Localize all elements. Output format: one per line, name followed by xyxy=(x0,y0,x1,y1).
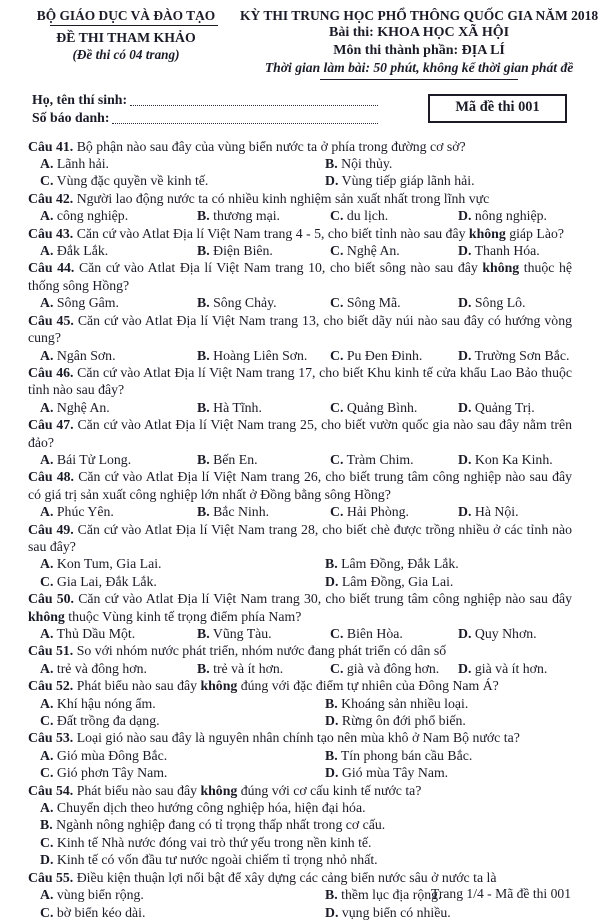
option-letter: C. xyxy=(330,243,344,259)
option-letter: C. xyxy=(330,208,344,224)
question-text xyxy=(28,782,572,799)
question-number: Câu 47. xyxy=(28,417,74,433)
option: A. Sông Gâm. xyxy=(40,295,119,311)
option-letter: A. xyxy=(40,747,54,763)
option: D. Thanh Hóa. xyxy=(458,243,540,259)
option-letter: B. xyxy=(197,660,210,676)
question-segment: Căn cứ vào Atlat Địa lí Việt Nam trang 13, cho biết dãy núi nào sau đây có hướng vòng cung? xyxy=(28,312,573,346)
options xyxy=(28,242,572,259)
options xyxy=(28,695,572,730)
question-segment: thuộc Vùng kinh tế trọng điểm phía Nam? xyxy=(64,608,302,624)
option-letter: B. xyxy=(197,504,210,520)
option-letter: B. xyxy=(197,243,210,259)
pages-note: (Đề thi có 04 trang) xyxy=(72,46,180,62)
option: B. Sông Chảy. xyxy=(197,295,277,311)
question-number: Câu 44. xyxy=(28,260,75,276)
question-text xyxy=(28,190,572,207)
option: D. vụng biển có nhiều. xyxy=(325,904,451,920)
question-segment: Căn cứ vào Atlat Địa lí Việt Nam trang 17, cho biết Khu kinh tế cửa khẩu Lao Bảo thuộc tỉnh nào sau đây? xyxy=(28,364,573,398)
option-letter: A. xyxy=(40,504,54,520)
option: A. Thủ Dầu Một. xyxy=(40,626,136,641)
option-letter: C. xyxy=(330,660,344,676)
option: C. Hải Phòng. xyxy=(330,504,409,520)
option-letter: C. xyxy=(330,347,344,363)
student-id-field xyxy=(32,109,378,127)
option: B. Bắc Ninh. xyxy=(197,504,270,520)
option: B. Lâm Đồng, Đắk Lắk. xyxy=(325,556,459,572)
option: A. Gió mùa Đông Bắc. xyxy=(40,747,168,763)
question-segment: đúng với đặc điểm tự nhiên của Đông Nam Á? xyxy=(237,678,499,694)
question xyxy=(28,138,572,190)
question-text xyxy=(28,225,572,242)
option: C. Kinh tế Nhà nước đóng vai trò thứ yếu trong nền kinh tế. xyxy=(40,834,372,850)
option-letter: A. xyxy=(40,399,54,415)
question xyxy=(28,364,572,416)
question-emphasis: không xyxy=(28,608,65,624)
option-letter: A. xyxy=(40,156,54,172)
option: C. Tràm Chim. xyxy=(330,451,414,467)
options xyxy=(28,799,572,869)
option-letter: B. xyxy=(325,156,338,172)
option: C. du lịch. xyxy=(330,208,389,224)
option-letter: D. xyxy=(325,904,339,920)
option: A. công nghiệp. xyxy=(40,208,129,224)
question-text xyxy=(28,138,572,155)
question-segment: giáp Lào? xyxy=(505,225,564,241)
option: A. Đắk Lắk. xyxy=(40,243,109,259)
question-text xyxy=(28,468,572,503)
question-number: Câu 54. xyxy=(28,782,74,798)
option: B. Ngành nông nghiệp đang có tỉ trọng thấp nhất trong cơ cấu. xyxy=(40,817,386,833)
option: A. Kon Tum, Gia Lai. xyxy=(40,556,162,572)
question xyxy=(28,677,572,729)
question-number: Câu 42. xyxy=(28,190,74,206)
option: A. Ngân Sơn. xyxy=(40,347,116,363)
question xyxy=(28,225,572,260)
option: D. Vùng tiếp giáp lãnh hải. xyxy=(325,173,475,189)
question-segment: Điều kiện thuận lợi nổi bật để xây dựng các cảng biển nước sâu ở nước ta là xyxy=(76,869,497,885)
option-letter: A. xyxy=(40,451,54,467)
option-letter: A. xyxy=(40,887,54,903)
options xyxy=(28,399,572,416)
option: A. Chuyển dịch theo hướng công nghiệp hóa, hiện đại hóa. xyxy=(40,800,366,816)
ministry-underline xyxy=(50,25,218,26)
options xyxy=(28,503,572,520)
option: B. Vũng Tàu. xyxy=(197,626,272,641)
option-letter: D. xyxy=(40,852,54,868)
option: D. Sông Lô. xyxy=(458,295,526,311)
option-letter: B. xyxy=(197,626,210,641)
question-emphasis: không xyxy=(468,225,506,241)
question-segment: Căn cứ vào Atlat Địa lí Việt Nam trang 10, cho biết sông nào sau đây xyxy=(78,260,483,276)
exam-duration: Thời gian làm bài: 50 phút, không kể thời gian phát đề xyxy=(264,60,574,76)
question-segment: thuộc hệ thống sông Hồng? xyxy=(28,260,573,293)
option-letter: C. xyxy=(330,451,344,467)
option-letter: B. xyxy=(197,208,210,224)
option-letter: A. xyxy=(40,556,54,572)
option: C. Vùng đặc quyền về kinh tế. xyxy=(40,173,209,189)
options xyxy=(28,660,572,677)
option: C. già và đông hơn. xyxy=(330,660,440,676)
options xyxy=(28,207,572,224)
question-segment: Căn cứ vào Atlat Địa lí Việt Nam trang 25, cho biết vườn quốc gia nào sau đây nằm trên đảo? xyxy=(28,417,572,450)
option-letter: C. xyxy=(40,713,54,729)
exam-code: Mã đề thi 001 xyxy=(455,99,540,116)
option: D. Lâm Đồng, Gia Lai. xyxy=(325,573,454,589)
option-letter: C. xyxy=(330,295,344,311)
options xyxy=(28,555,572,590)
option-letter: D. xyxy=(458,504,472,520)
question-number: Câu 53. xyxy=(28,730,74,746)
questions-list xyxy=(0,127,600,921)
option-letter: C. xyxy=(40,904,54,920)
option: D. Trường Sơn Bắc. xyxy=(458,347,570,363)
option: B. Hà Tĩnh. xyxy=(197,399,262,415)
header-left-block xyxy=(12,7,240,80)
option: B. thềm lục địa rộng. xyxy=(325,887,442,903)
options xyxy=(28,294,572,311)
option-letter: A. xyxy=(40,295,54,311)
question-segment: đúng với cơ cấu kinh tế nước ta? xyxy=(237,782,422,798)
exam-code-box xyxy=(428,94,567,123)
question xyxy=(28,782,572,869)
exam-subject: Môn thi thành phần: ĐỊA LÍ xyxy=(333,42,505,58)
option-letter: B. xyxy=(40,817,53,833)
exam-header xyxy=(0,0,600,80)
option: C. Nghệ An. xyxy=(330,243,400,259)
option-letter: A. xyxy=(40,660,54,676)
option: B. Điện Biên. xyxy=(197,243,273,259)
option-letter: C. xyxy=(40,834,54,850)
question-text xyxy=(28,521,572,556)
option-letter: D. xyxy=(458,451,472,467)
options xyxy=(28,155,572,190)
question-text xyxy=(28,364,572,399)
question-segment: Phát biểu nào sau đây xyxy=(76,678,201,694)
student-fields xyxy=(32,91,378,127)
student-id-label: Số báo danh: xyxy=(32,110,110,126)
options xyxy=(28,625,572,642)
page-footer: Trang 1/4 - Mã đề thi 001 xyxy=(431,885,571,901)
option: B. Hoàng Liên Sơn. xyxy=(197,347,308,363)
option: D. Gió mùa Tây Nam. xyxy=(325,765,449,781)
option-letter: D. xyxy=(325,765,339,781)
question xyxy=(28,729,572,781)
question-number: Câu 46. xyxy=(28,364,74,380)
option-letter: C. xyxy=(40,573,54,589)
question-number: Câu 52. xyxy=(28,678,74,694)
option-letter: B. xyxy=(197,399,210,415)
exam-name: Bài thi: KHOA HỌC XÃ HỘI xyxy=(329,25,510,41)
option: D. Kinh tế có vốn đầu tư nước ngoài chiếm tỉ trọng nhỏ nhất. xyxy=(40,852,378,868)
option: C. Sông Mã. xyxy=(330,295,401,311)
option-letter: B. xyxy=(325,747,338,763)
option-letter: B. xyxy=(325,887,338,903)
question-segment: Loại gió nào sau đây là nguyên nhân chính tạo nên mùa khô ở Nam Bộ nước ta? xyxy=(76,730,520,746)
question-segment: Người lao động nước ta có nhiều kinh nghiệm sản xuất nhất trong lĩnh vực xyxy=(76,190,490,206)
option-letter: D. xyxy=(458,243,472,259)
question-emphasis: không xyxy=(482,260,520,276)
option: B. Nội thủy. xyxy=(325,156,393,172)
option-letter: C. xyxy=(40,765,54,781)
question xyxy=(28,190,572,225)
question-segment: Phát biểu nào sau đây xyxy=(76,782,201,798)
option-letter: D. xyxy=(325,573,339,589)
question-number: Câu 50. xyxy=(28,591,74,607)
option-letter: B. xyxy=(197,295,210,311)
option: A. Lãnh hải. xyxy=(40,156,109,172)
question xyxy=(28,590,572,642)
question-text xyxy=(28,259,572,294)
option-letter: D. xyxy=(458,347,472,363)
option-letter: B. xyxy=(197,451,210,467)
option-letter: D. xyxy=(458,295,472,311)
student-name-fill-line xyxy=(130,105,378,106)
student-id-fill-line xyxy=(112,123,378,124)
options xyxy=(28,747,572,782)
student-name-field xyxy=(32,91,378,109)
option: C. Gió phơn Tây Nam. xyxy=(40,765,168,781)
option-letter: A. xyxy=(40,347,54,363)
option: D. Quảng Trị. xyxy=(458,399,535,415)
question xyxy=(28,259,572,311)
option: B. trẻ và ít hơn. xyxy=(197,660,284,676)
header-right-block xyxy=(240,7,598,80)
exam-title: KỲ THI TRUNG HỌC PHỔ THÔNG QUỐC GIA NĂM 2018 xyxy=(240,8,599,23)
option: D. nông nghiệp. xyxy=(458,208,547,224)
option: B. thương mại. xyxy=(197,208,280,224)
student-info-section xyxy=(32,91,567,127)
question xyxy=(28,521,572,591)
option: D. Kon Ka Kinh. xyxy=(458,451,553,467)
ministry-name: BỘ GIÁO DỤC VÀ ĐÀO TẠO xyxy=(36,8,216,23)
option: D. Hà Nội. xyxy=(458,504,519,520)
option: C. Quảng Bình. xyxy=(330,399,418,415)
question-number: Câu 48. xyxy=(28,469,74,485)
option-letter: C. xyxy=(40,173,54,189)
option-letter: B. xyxy=(325,556,338,572)
option: D. Rừng ôn đới phổ biến. xyxy=(325,713,466,729)
option-letter: C. xyxy=(330,399,344,415)
option: B. Bến En. xyxy=(197,451,258,467)
question-number: Câu 45. xyxy=(28,312,74,328)
option: B. Tín phong bán cầu Bắc. xyxy=(325,747,473,763)
option-letter: B. xyxy=(325,695,338,711)
option: A. Nghệ An. xyxy=(40,399,110,415)
option: C. Biên Hòa. xyxy=(330,626,403,641)
option: A. vùng biển rộng. xyxy=(40,887,144,903)
question-number: Câu 55. xyxy=(28,869,74,885)
question-segment: Căn cứ vào Atlat Địa lí Việt Nam trang 30, cho biết trung tâm công nghiệp nào sau đây xyxy=(78,591,573,607)
option: C. Đất trồng đa dạng. xyxy=(40,713,160,729)
question-segment: Căn cứ vào Atlat Địa lí Việt Nam trang 26, cho biết trung tâm công nghiệp nào sau đây có giá trị sản xuất công nghiệp lớn nhất ở Đồng bằng sông Hồng? xyxy=(28,469,573,502)
student-name-label: Họ, tên thí sinh: xyxy=(32,92,128,108)
question xyxy=(28,642,572,677)
option: C. bờ biển kéo dài. xyxy=(40,904,146,920)
option: D. Quy Nhơn. xyxy=(458,626,537,641)
question-number: Câu 49. xyxy=(28,521,74,537)
question-emphasis: không xyxy=(200,782,238,798)
option-letter: A. xyxy=(40,695,54,711)
options xyxy=(28,347,572,364)
option-letter: A. xyxy=(40,208,54,224)
question-text xyxy=(28,312,572,347)
option-letter: D. xyxy=(458,660,472,676)
option-letter: D. xyxy=(458,626,472,641)
question-text xyxy=(28,729,572,746)
question xyxy=(28,312,572,364)
option-letter: C. xyxy=(330,626,344,641)
option-letter: D. xyxy=(458,208,472,224)
option-letter: B. xyxy=(197,347,210,363)
option-letter: A. xyxy=(40,626,54,641)
duration-underline xyxy=(320,79,518,80)
question-emphasis: không xyxy=(200,678,238,694)
option: C. Pu Đen Đinh. xyxy=(330,347,423,363)
option: A. trẻ và đông hơn. xyxy=(40,660,147,676)
question-text xyxy=(28,869,572,886)
question xyxy=(28,468,572,520)
option-letter: A. xyxy=(40,243,54,259)
question-text xyxy=(28,590,572,625)
question-segment: Căn cứ vào Atlat Địa lí Việt Nam trang 4 - 5, cho biết tỉnh nào sau đây xyxy=(76,225,469,241)
options xyxy=(28,451,572,468)
option: D. già và ít hơn. xyxy=(458,660,548,676)
question-text xyxy=(28,677,572,694)
option: A. Khí hậu nóng ẩm. xyxy=(40,695,156,711)
option: A. Phúc Yên. xyxy=(40,504,114,520)
option-letter: A. xyxy=(40,800,54,816)
option: C. Gia Lai, Đắk Lắk. xyxy=(40,573,157,589)
question-text xyxy=(28,416,572,451)
question-segment: Căn cứ vào Atlat Địa lí Việt Nam trang 28, cho biết chè được trồng nhiều ở các tỉnh nào sau đây? xyxy=(28,521,572,554)
question-number: Câu 43. xyxy=(28,225,74,241)
question-text xyxy=(28,642,572,659)
option-letter: D. xyxy=(325,173,339,189)
question xyxy=(28,416,572,468)
option: B. Khoáng sản nhiều loại. xyxy=(325,695,469,711)
option: A. Bái Tử Long. xyxy=(40,451,132,467)
question-number: Câu 41. xyxy=(28,138,74,154)
option-letter: D. xyxy=(458,399,472,415)
question-segment: Bộ phận nào sau đây của vùng biển nước ta ở phía trong đường cơ sở? xyxy=(76,138,466,154)
option-letter: D. xyxy=(325,713,339,729)
exam-type: ĐỀ THI THAM KHẢO xyxy=(56,30,196,46)
option-letter: C. xyxy=(330,504,344,520)
question-number: Câu 51. xyxy=(28,643,74,659)
question-segment: So với nhóm nước phát triển, nhóm nước đang phát triển có dân số xyxy=(76,643,447,659)
